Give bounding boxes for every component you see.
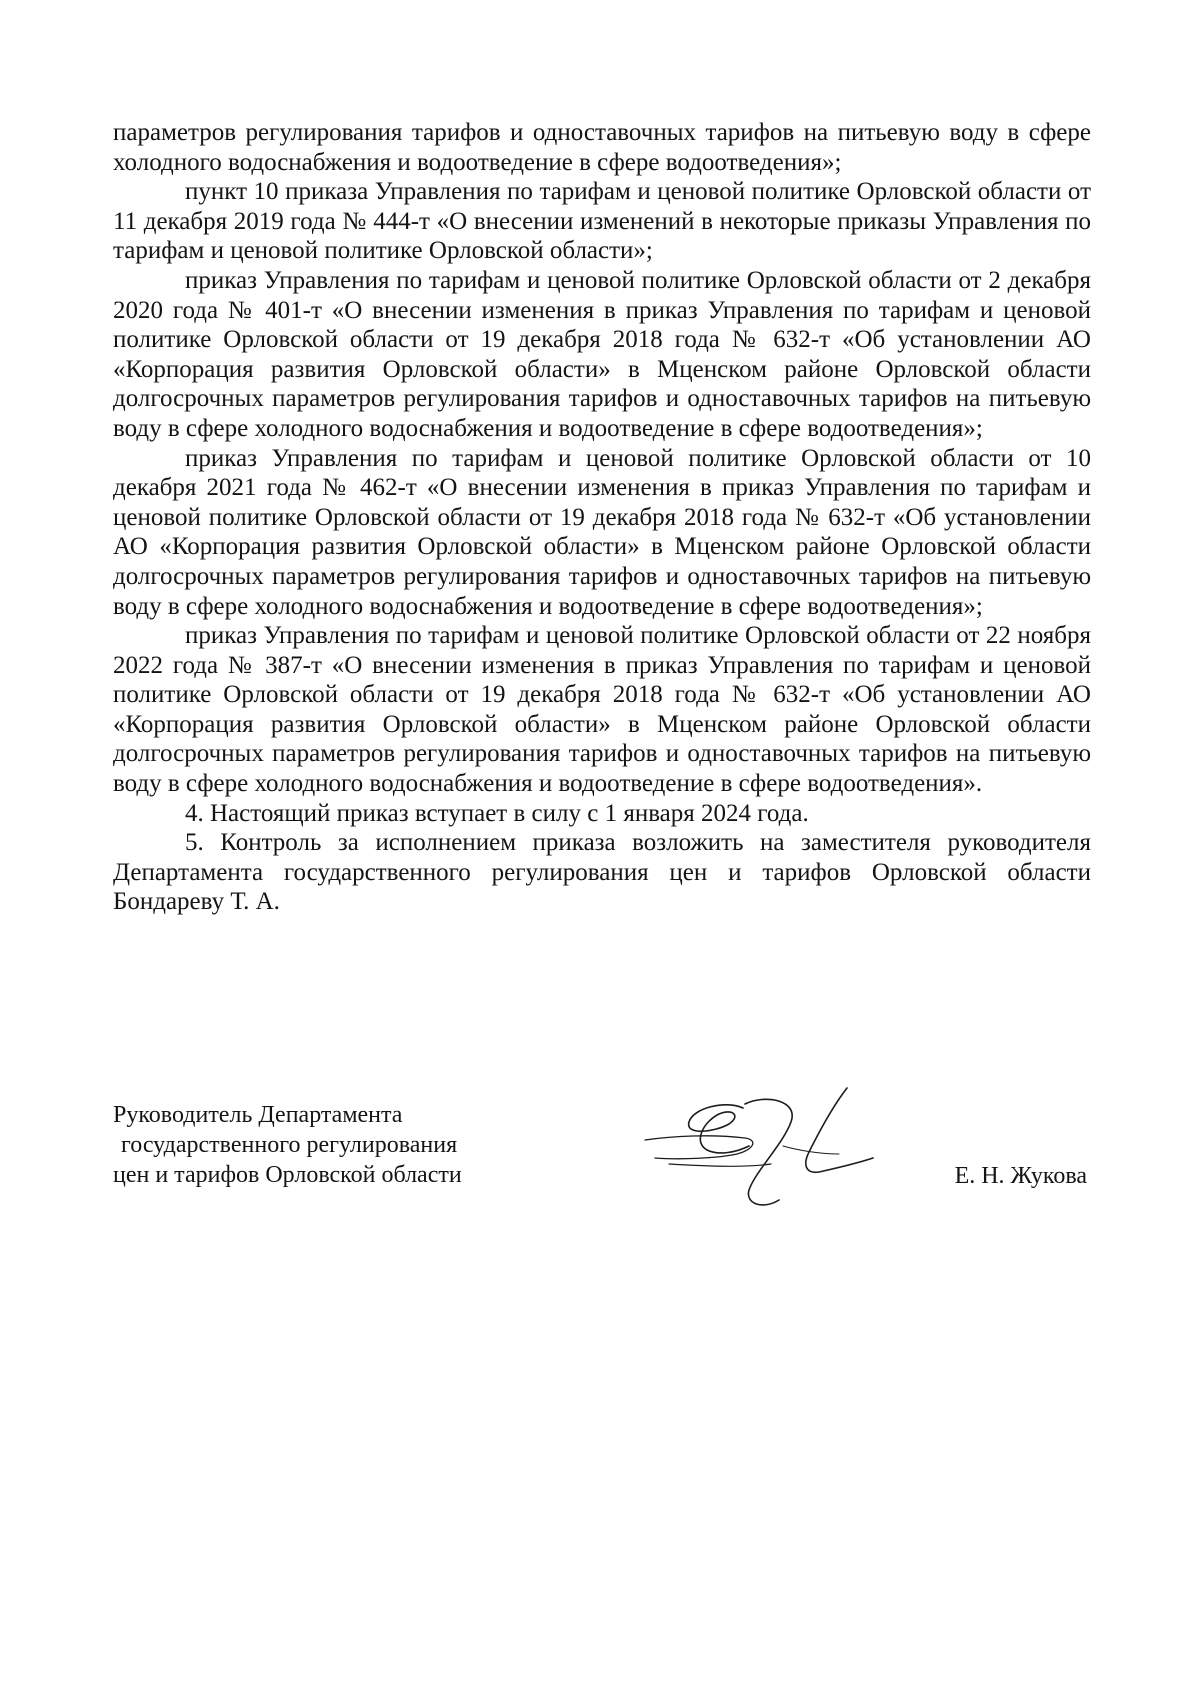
- signer-title-line-3: цен и тарифов Орловской области: [113, 1162, 462, 1188]
- paragraph-clause-4: 4. Настоящий приказ вступает в силу с 1 января 2024 года.: [185, 799, 809, 827]
- signer-title-line-1: Руководитель Департамента: [113, 1102, 403, 1128]
- paragraph-item-3: приказ Управления по тарифам и ценовой политике Орловской области от 10 декабря 2021 года № 462-т «О внесении изменения в приказ Управления по тарифам и ценовой политике Орловской области от 19 декабря 2018 года № 632-т «Об установлении АО «Корпорация развития Орловской области» в Мценском районе Орловской области долгосрочных параметров регулирования тарифов и одноставочных тарифов на питьевую воду в сфере холодного водоснабжения и водоотведение в сфере водоотведения»;: [113, 444, 1091, 620]
- paragraph-clause-5: 5. Контроль за исполнением приказа возложить на заместителя руководителя Департамента государственного регулирования цен и тарифов Орловской области Бондареву Т. А.: [113, 829, 1091, 916]
- signer-title-line-2: государственного регулирования: [121, 1132, 458, 1158]
- signer-name: Е. Н. Жукова: [954, 1163, 1087, 1189]
- handwritten-signature: [633, 1080, 883, 1220]
- paragraph-item-4: приказ Управления по тарифам и ценовой политике Орловской области от 22 ноября 2022 года № 387-т «О внесении изменения в приказ Управления по тарифам и ценовой политике Орловской области от 19 декабря 2018 года № 632-т «Об установлении АО «Корпорация развития Орловской области» в Мценском районе Орловской области долгосрочных параметров регулирования тарифов и одноставочных тарифов на питьевую воду в сфере холодного водоснабжения и водоотведение в сфере водоотведения».: [113, 622, 1091, 798]
- paragraph-continuation: параметров регулирования тарифов и одноставочных тарифов на питьевую воду в сфере холодного водоснабжения и водоотведение в сфере водоотведения»;: [113, 119, 1091, 176]
- signature-block: [113, 1100, 1093, 1230]
- signer-title: [113, 1100, 533, 1190]
- document-body: [113, 118, 1091, 917]
- paragraph-item-2: приказ Управления по тарифам и ценовой политике Орловской области от 2 декабря 2020 года № 401-т «О внесении изменения в приказ Управления по тарифам и ценовой политике Орловской области от 19 декабря 2018 года № 632-т «Об установлении АО «Корпорация развития Орловской области» в Мценском районе Орловской области долгосрочных параметров регулирования тарифов и одноставочных тарифов на питьевую воду в сфере холодного водоснабжения и водоотведение в сфере водоотведения»;: [113, 266, 1091, 442]
- paragraph-item-1: пункт 10 приказа Управления по тарифам и ценовой политике Орловской области от 11 декабря 2019 года № 444-т «О внесении изменений в некоторые приказы Управления по тарифам и ценовой политике Орловской области»;: [113, 178, 1091, 265]
